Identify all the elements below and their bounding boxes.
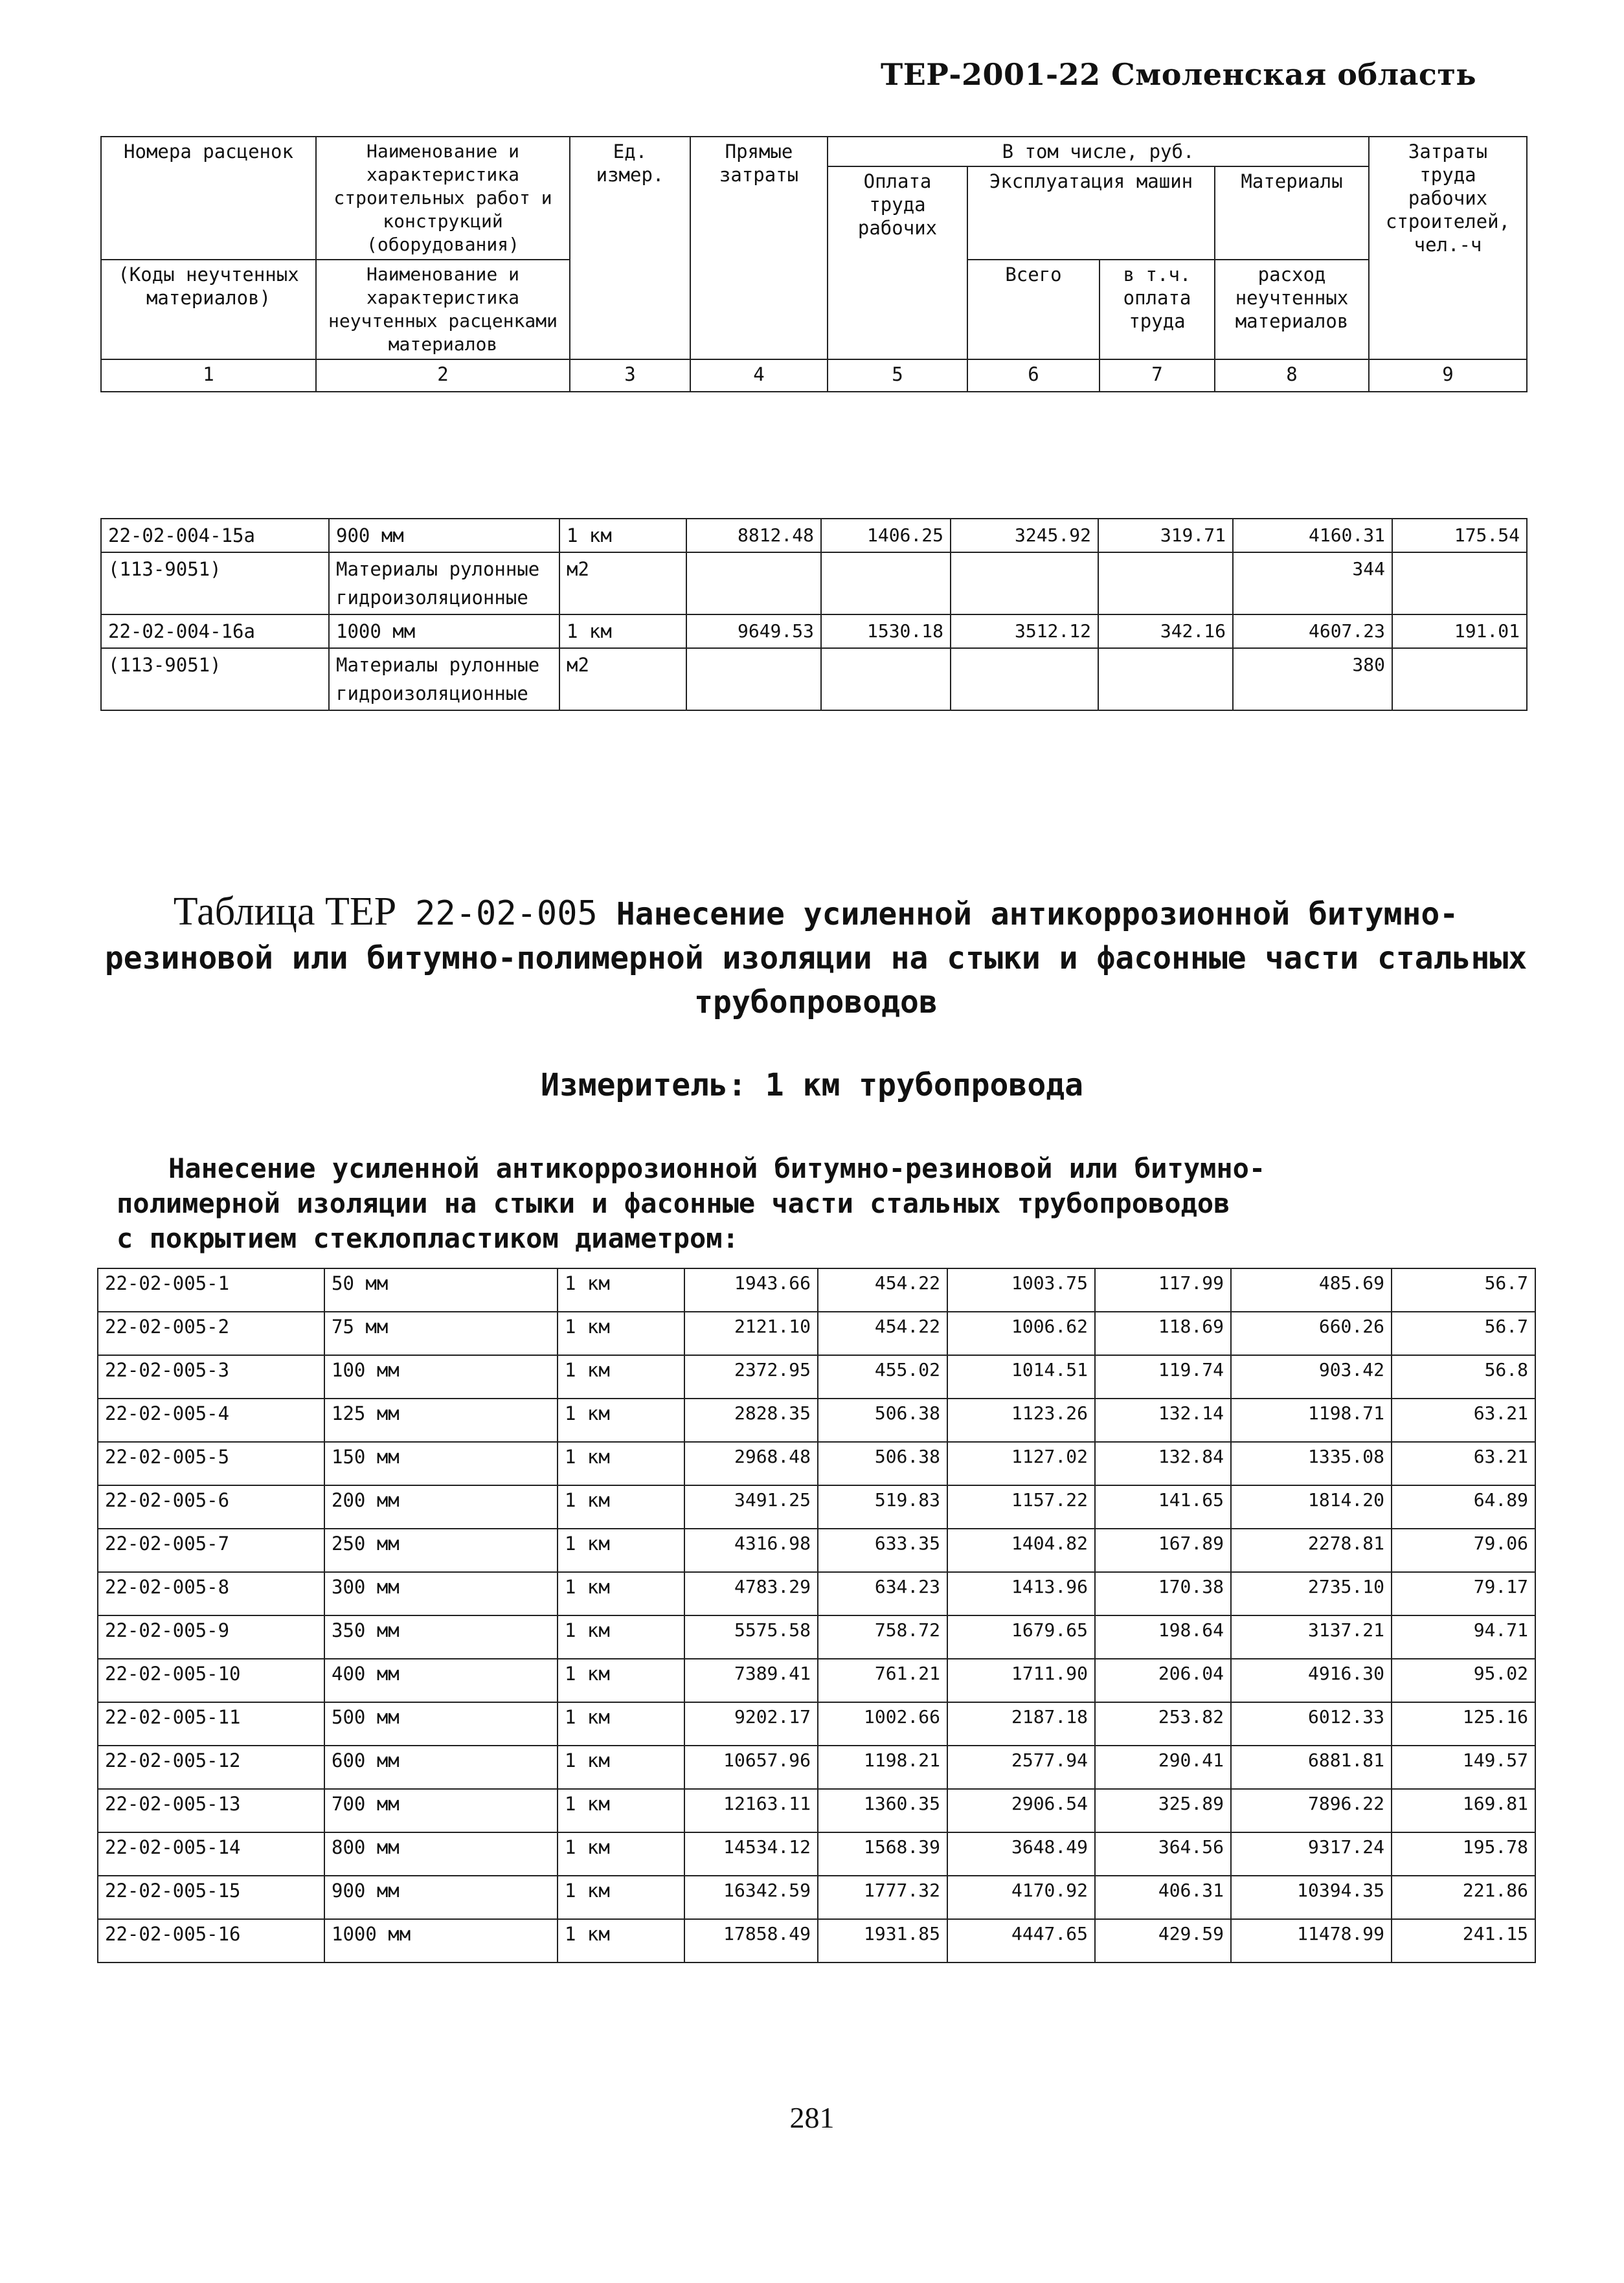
cell-code: 22-02-004-15а bbox=[101, 519, 329, 552]
cell-labor: 241.15 bbox=[1392, 1919, 1535, 1962]
cell-unit: 1 км bbox=[558, 1355, 684, 1399]
header-c3: Ед. измер. bbox=[570, 137, 690, 359]
cell-machine-wages: 342.16 bbox=[1098, 614, 1233, 648]
cell-machines: 1123.26 bbox=[947, 1399, 1095, 1442]
cell-direct: 3491.25 bbox=[684, 1485, 818, 1529]
cell-unit: м2 bbox=[559, 552, 686, 614]
cell-wages: 506.38 bbox=[818, 1399, 947, 1442]
column-number: 2 bbox=[316, 359, 570, 392]
cell-unit: м2 bbox=[559, 648, 686, 710]
cell-direct: 10657.96 bbox=[684, 1746, 818, 1789]
cell-labor: 195.78 bbox=[1392, 1832, 1535, 1876]
cell-machines: 4447.65 bbox=[947, 1919, 1095, 1962]
cell-labor: 175.54 bbox=[1392, 519, 1527, 552]
cell-machines: 3648.49 bbox=[947, 1832, 1095, 1876]
cell-wages: 1777.32 bbox=[818, 1876, 947, 1919]
cell-materials: 4160.31 bbox=[1233, 519, 1392, 552]
cell-code: 22-02-005-9 bbox=[98, 1615, 324, 1659]
header-exploitation: Эксплуатация машин bbox=[967, 166, 1215, 260]
cell-code: 22-02-005-10 bbox=[98, 1659, 324, 1702]
cell-machines: 1003.75 bbox=[947, 1268, 1095, 1312]
cell-labor: 169.81 bbox=[1392, 1789, 1535, 1832]
page-number: 281 bbox=[789, 2101, 835, 2134]
header-c7: в т.ч. оплата труда bbox=[1100, 260, 1215, 359]
cell-direct: 4316.98 bbox=[684, 1529, 818, 1572]
cell-wages bbox=[821, 648, 951, 710]
cell-name: 300 мм bbox=[324, 1572, 558, 1615]
header-c9: Затраты труда рабочих строителей, чел.-ч bbox=[1369, 137, 1527, 359]
cell-labor: 149.57 bbox=[1392, 1746, 1535, 1789]
cell-direct: 12163.11 bbox=[684, 1789, 818, 1832]
table-row bbox=[98, 1659, 1535, 1702]
column-number: 3 bbox=[570, 359, 690, 392]
column-number: 9 bbox=[1369, 359, 1527, 392]
cell-machine-wages: 198.64 bbox=[1095, 1615, 1231, 1659]
header-c2-top: Наименование и характеристика строительных работ и конструкций (оборудования) bbox=[316, 137, 570, 260]
cell-labor: 94.71 bbox=[1392, 1615, 1535, 1659]
cell-materials: 10394.35 bbox=[1231, 1876, 1392, 1919]
table-row bbox=[98, 1355, 1535, 1399]
cell-wages bbox=[821, 552, 951, 614]
cell-wages: 633.35 bbox=[818, 1529, 947, 1572]
cell-machines: 2187.18 bbox=[947, 1702, 1095, 1746]
cell-direct: 16342.59 bbox=[684, 1876, 818, 1919]
column-number: 4 bbox=[690, 359, 828, 392]
cell-labor: 63.21 bbox=[1392, 1399, 1535, 1442]
cell-machine-wages: 290.41 bbox=[1095, 1746, 1231, 1789]
cell-machines: 3245.92 bbox=[951, 519, 1098, 552]
cell-machine-wages: 206.04 bbox=[1095, 1659, 1231, 1702]
cell-unit: 1 км bbox=[558, 1615, 684, 1659]
table-row bbox=[98, 1876, 1535, 1919]
cell-name: 900 мм bbox=[329, 519, 559, 552]
cell-machines: 1157.22 bbox=[947, 1485, 1095, 1529]
cell-code: (113-9051) bbox=[101, 552, 329, 614]
cell-code: 22-02-005-7 bbox=[98, 1529, 324, 1572]
cell-name: 900 мм bbox=[324, 1876, 558, 1919]
cell-unit: 1 км bbox=[558, 1268, 684, 1312]
cell-wages: 455.02 bbox=[818, 1355, 947, 1399]
cell-wages: 1198.21 bbox=[818, 1746, 947, 1789]
cell-code: 22-02-005-11 bbox=[98, 1702, 324, 1746]
lower-data-table bbox=[97, 1268, 1536, 1963]
cell-unit: 1 км bbox=[558, 1789, 684, 1832]
cell-materials: 2278.81 bbox=[1231, 1529, 1392, 1572]
cell-direct: 9649.53 bbox=[686, 614, 821, 648]
cell-unit: 1 км bbox=[558, 1442, 684, 1485]
cell-machines: 1014.51 bbox=[947, 1355, 1095, 1399]
cell-unit: 1 км bbox=[558, 1746, 684, 1789]
header-c8-bottom: расход неучтенных материалов bbox=[1215, 260, 1369, 359]
cell-wages: 1530.18 bbox=[821, 614, 951, 648]
group-heading-line: полимерной изоляции на стыки и фасонные части стальных трубопроводов bbox=[117, 1187, 1230, 1219]
cell-materials: 4607.23 bbox=[1233, 614, 1392, 648]
table-row bbox=[101, 552, 1527, 614]
column-number: 5 bbox=[828, 359, 967, 392]
cell-labor: 95.02 bbox=[1392, 1659, 1535, 1702]
cell-machines: 2906.54 bbox=[947, 1789, 1095, 1832]
header-c8-top: Материалы bbox=[1215, 166, 1369, 260]
column-number: 8 bbox=[1215, 359, 1369, 392]
cell-machines bbox=[951, 648, 1098, 710]
cell-direct: 14534.12 bbox=[684, 1832, 818, 1876]
cell-unit: 1 км bbox=[558, 1919, 684, 1962]
cell-machines: 4170.92 bbox=[947, 1876, 1095, 1919]
cell-wages: 454.22 bbox=[818, 1312, 947, 1355]
cell-code: 22-02-005-13 bbox=[98, 1789, 324, 1832]
cell-unit: 1 км bbox=[558, 1312, 684, 1355]
table-row bbox=[98, 1746, 1535, 1789]
cell-labor: 56.7 bbox=[1392, 1312, 1535, 1355]
cell-labor: 64.89 bbox=[1392, 1485, 1535, 1529]
cell-name: 500 мм bbox=[324, 1702, 558, 1746]
column-header-table bbox=[100, 136, 1528, 392]
cell-name: 125 мм bbox=[324, 1399, 558, 1442]
cell-name: 1000 мм bbox=[324, 1919, 558, 1962]
cell-labor: 125.16 bbox=[1392, 1702, 1535, 1746]
cell-wages: 506.38 bbox=[818, 1442, 947, 1485]
header-c4: Прямые затраты bbox=[690, 137, 828, 359]
group-heading-line: с покрытием стеклопластиком диаметром: bbox=[117, 1222, 739, 1254]
cell-materials: 7896.22 bbox=[1231, 1789, 1392, 1832]
table-title-text: Нанесение усиленной антикоррозионной битумно-резиновой или битумно-полимерной изоляции на стыки и фасонные части стальных трубопроводов bbox=[104, 896, 1528, 1020]
cell-wages: 758.72 bbox=[818, 1615, 947, 1659]
cell-wages: 1002.66 bbox=[818, 1702, 947, 1746]
cell-machine-wages bbox=[1098, 648, 1233, 710]
cell-machine-wages: 117.99 bbox=[1095, 1268, 1231, 1312]
cell-materials: 903.42 bbox=[1231, 1355, 1392, 1399]
cell-code: 22-02-005-16 bbox=[98, 1919, 324, 1962]
table-title-code: 22-02-005 bbox=[415, 894, 598, 933]
cell-materials: 2735.10 bbox=[1231, 1572, 1392, 1615]
cell-labor bbox=[1392, 552, 1527, 614]
cell-direct: 5575.58 bbox=[684, 1615, 818, 1659]
cell-code: 22-02-005-5 bbox=[98, 1442, 324, 1485]
cell-unit: 1 км bbox=[558, 1702, 684, 1746]
table-title bbox=[97, 890, 1535, 1024]
table-row bbox=[98, 1442, 1535, 1485]
cell-materials: 1198.71 bbox=[1231, 1399, 1392, 1442]
cell-machine-wages: 170.38 bbox=[1095, 1572, 1231, 1615]
cell-direct: 1943.66 bbox=[684, 1268, 818, 1312]
cell-materials: 6881.81 bbox=[1231, 1746, 1392, 1789]
cell-materials: 485.69 bbox=[1231, 1268, 1392, 1312]
cell-machines: 1679.65 bbox=[947, 1615, 1095, 1659]
cell-machines: 1404.82 bbox=[947, 1529, 1095, 1572]
cell-code: 22-02-004-16а bbox=[101, 614, 329, 648]
cell-unit: 1 км bbox=[558, 1529, 684, 1572]
cell-direct bbox=[686, 552, 821, 614]
cell-machine-wages: 319.71 bbox=[1098, 519, 1233, 552]
cell-labor: 63.21 bbox=[1392, 1442, 1535, 1485]
table-row bbox=[101, 648, 1527, 710]
cell-code: 22-02-005-1 bbox=[98, 1268, 324, 1312]
cell-unit: 1 км bbox=[559, 614, 686, 648]
cell-materials: 1335.08 bbox=[1231, 1442, 1392, 1485]
cell-labor: 79.06 bbox=[1392, 1529, 1535, 1572]
upper-data-table bbox=[100, 518, 1528, 711]
cell-name: 1000 мм bbox=[329, 614, 559, 648]
cell-name: 150 мм bbox=[324, 1442, 558, 1485]
cell-materials: 380 bbox=[1233, 648, 1392, 710]
cell-machines: 1127.02 bbox=[947, 1442, 1095, 1485]
cell-unit: 1 км bbox=[559, 519, 686, 552]
cell-machine-wages: 325.89 bbox=[1095, 1789, 1231, 1832]
running-header: ТЕР-2001-22 Смоленская область bbox=[881, 57, 1477, 92]
cell-machine-wages: 167.89 bbox=[1095, 1529, 1231, 1572]
cell-code: 22-02-005-12 bbox=[98, 1746, 324, 1789]
table-title-lead: Таблица ТЕР bbox=[173, 890, 397, 934]
cell-machine-wages: 132.84 bbox=[1095, 1442, 1231, 1485]
cell-name: Материалы рулонные гидроизоляционные bbox=[329, 648, 559, 710]
column-number: 6 bbox=[967, 359, 1100, 392]
cell-wages: 1360.35 bbox=[818, 1789, 947, 1832]
cell-labor: 56.8 bbox=[1392, 1355, 1535, 1399]
cell-direct: 2968.48 bbox=[684, 1442, 818, 1485]
cell-machine-wages: 119.74 bbox=[1095, 1355, 1231, 1399]
cell-materials: 660.26 bbox=[1231, 1312, 1392, 1355]
cell-code: (113-9051) bbox=[101, 648, 329, 710]
group-heading-line: Нанесение усиленной антикоррозионной битумно-резиновой или битумно- bbox=[168, 1153, 1266, 1184]
cell-wages: 1568.39 bbox=[818, 1832, 947, 1876]
table-row bbox=[98, 1789, 1535, 1832]
cell-labor: 191.01 bbox=[1392, 614, 1527, 648]
header-c1-bottom: (Коды неучтенных материалов) bbox=[101, 260, 316, 359]
cell-materials: 4916.30 bbox=[1231, 1659, 1392, 1702]
cell-name: 100 мм bbox=[324, 1355, 558, 1399]
cell-materials: 344 bbox=[1233, 552, 1392, 614]
cell-direct bbox=[686, 648, 821, 710]
cell-name: Материалы рулонные гидроизоляционные bbox=[329, 552, 559, 614]
table-row bbox=[98, 1485, 1535, 1529]
cell-direct: 17858.49 bbox=[684, 1919, 818, 1962]
cell-machine-wages: 364.56 bbox=[1095, 1832, 1231, 1876]
cell-machines: 2577.94 bbox=[947, 1746, 1095, 1789]
cell-name: 200 мм bbox=[324, 1485, 558, 1529]
header-c6: Всего bbox=[967, 260, 1100, 359]
cell-unit: 1 км bbox=[558, 1572, 684, 1615]
cell-machine-wages: 118.69 bbox=[1095, 1312, 1231, 1355]
cell-name: 75 мм bbox=[324, 1312, 558, 1355]
cell-labor: 221.86 bbox=[1392, 1876, 1535, 1919]
cell-name: 600 мм bbox=[324, 1746, 558, 1789]
cell-machine-wages: 132.14 bbox=[1095, 1399, 1231, 1442]
table-row bbox=[98, 1832, 1535, 1876]
cell-name: 400 мм bbox=[324, 1659, 558, 1702]
cell-unit: 1 км bbox=[558, 1659, 684, 1702]
table-row bbox=[98, 1529, 1535, 1572]
cell-unit: 1 км bbox=[558, 1399, 684, 1442]
cell-materials: 6012.33 bbox=[1231, 1702, 1392, 1746]
measure-unit: Измеритель: 1 км трубопровода bbox=[540, 1067, 1084, 1103]
cell-machine-wages: 141.65 bbox=[1095, 1485, 1231, 1529]
header-group: В том числе, руб. bbox=[828, 137, 1369, 166]
cell-labor: 56.7 bbox=[1392, 1268, 1535, 1312]
table-row bbox=[98, 1919, 1535, 1962]
cell-wages: 454.22 bbox=[818, 1268, 947, 1312]
cell-machine-wages: 253.82 bbox=[1095, 1702, 1231, 1746]
cell-direct: 7389.41 bbox=[684, 1659, 818, 1702]
group-heading bbox=[117, 1151, 1541, 1256]
cell-unit: 1 км bbox=[558, 1832, 684, 1876]
table-row bbox=[101, 519, 1527, 552]
column-number: 1 bbox=[101, 359, 316, 392]
column-number-row bbox=[101, 359, 1527, 392]
cell-machines: 1006.62 bbox=[947, 1312, 1095, 1355]
cell-direct: 4783.29 bbox=[684, 1572, 818, 1615]
table-row bbox=[98, 1268, 1535, 1312]
cell-machines: 1413.96 bbox=[947, 1572, 1095, 1615]
cell-machines: 1711.90 bbox=[947, 1659, 1095, 1702]
header-c5: Оплата труда рабочих bbox=[828, 166, 967, 359]
cell-direct: 8812.48 bbox=[686, 519, 821, 552]
header-c1-top: Номера расценок bbox=[101, 137, 316, 260]
cell-code: 22-02-005-4 bbox=[98, 1399, 324, 1442]
cell-direct: 9202.17 bbox=[684, 1702, 818, 1746]
cell-materials: 9317.24 bbox=[1231, 1832, 1392, 1876]
cell-wages: 634.23 bbox=[818, 1572, 947, 1615]
cell-code: 22-02-005-15 bbox=[98, 1876, 324, 1919]
table-row bbox=[98, 1312, 1535, 1355]
table-row bbox=[101, 614, 1527, 648]
table-row bbox=[98, 1572, 1535, 1615]
cell-direct: 2828.35 bbox=[684, 1399, 818, 1442]
cell-materials: 11478.99 bbox=[1231, 1919, 1392, 1962]
cell-unit: 1 км bbox=[558, 1485, 684, 1529]
cell-materials: 1814.20 bbox=[1231, 1485, 1392, 1529]
table-row bbox=[98, 1615, 1535, 1659]
cell-direct: 2372.95 bbox=[684, 1355, 818, 1399]
cell-unit: 1 км bbox=[558, 1876, 684, 1919]
cell-code: 22-02-005-3 bbox=[98, 1355, 324, 1399]
cell-wages: 1406.25 bbox=[821, 519, 951, 552]
cell-machines: 3512.12 bbox=[951, 614, 1098, 648]
cell-name: 350 мм bbox=[324, 1615, 558, 1659]
cell-name: 700 мм bbox=[324, 1789, 558, 1832]
cell-labor bbox=[1392, 648, 1527, 710]
cell-wages: 761.21 bbox=[818, 1659, 947, 1702]
cell-machine-wages: 429.59 bbox=[1095, 1919, 1231, 1962]
cell-name: 50 мм bbox=[324, 1268, 558, 1312]
header-c2-bottom: Наименование и характеристика неучтенных расценками материалов bbox=[316, 260, 570, 359]
cell-labor: 79.17 bbox=[1392, 1572, 1535, 1615]
cell-name: 250 мм bbox=[324, 1529, 558, 1572]
cell-materials: 3137.21 bbox=[1231, 1615, 1392, 1659]
cell-code: 22-02-005-6 bbox=[98, 1485, 324, 1529]
cell-machine-wages: 406.31 bbox=[1095, 1876, 1231, 1919]
cell-machine-wages bbox=[1098, 552, 1233, 614]
cell-wages: 1931.85 bbox=[818, 1919, 947, 1962]
cell-wages: 519.83 bbox=[818, 1485, 947, 1529]
cell-code: 22-02-005-2 bbox=[98, 1312, 324, 1355]
cell-machines bbox=[951, 552, 1098, 614]
cell-name: 800 мм bbox=[324, 1832, 558, 1876]
cell-code: 22-02-005-8 bbox=[98, 1572, 324, 1615]
cell-code: 22-02-005-14 bbox=[98, 1832, 324, 1876]
column-number: 7 bbox=[1100, 359, 1215, 392]
table-row bbox=[98, 1399, 1535, 1442]
table-row bbox=[98, 1702, 1535, 1746]
cell-direct: 2121.10 bbox=[684, 1312, 818, 1355]
